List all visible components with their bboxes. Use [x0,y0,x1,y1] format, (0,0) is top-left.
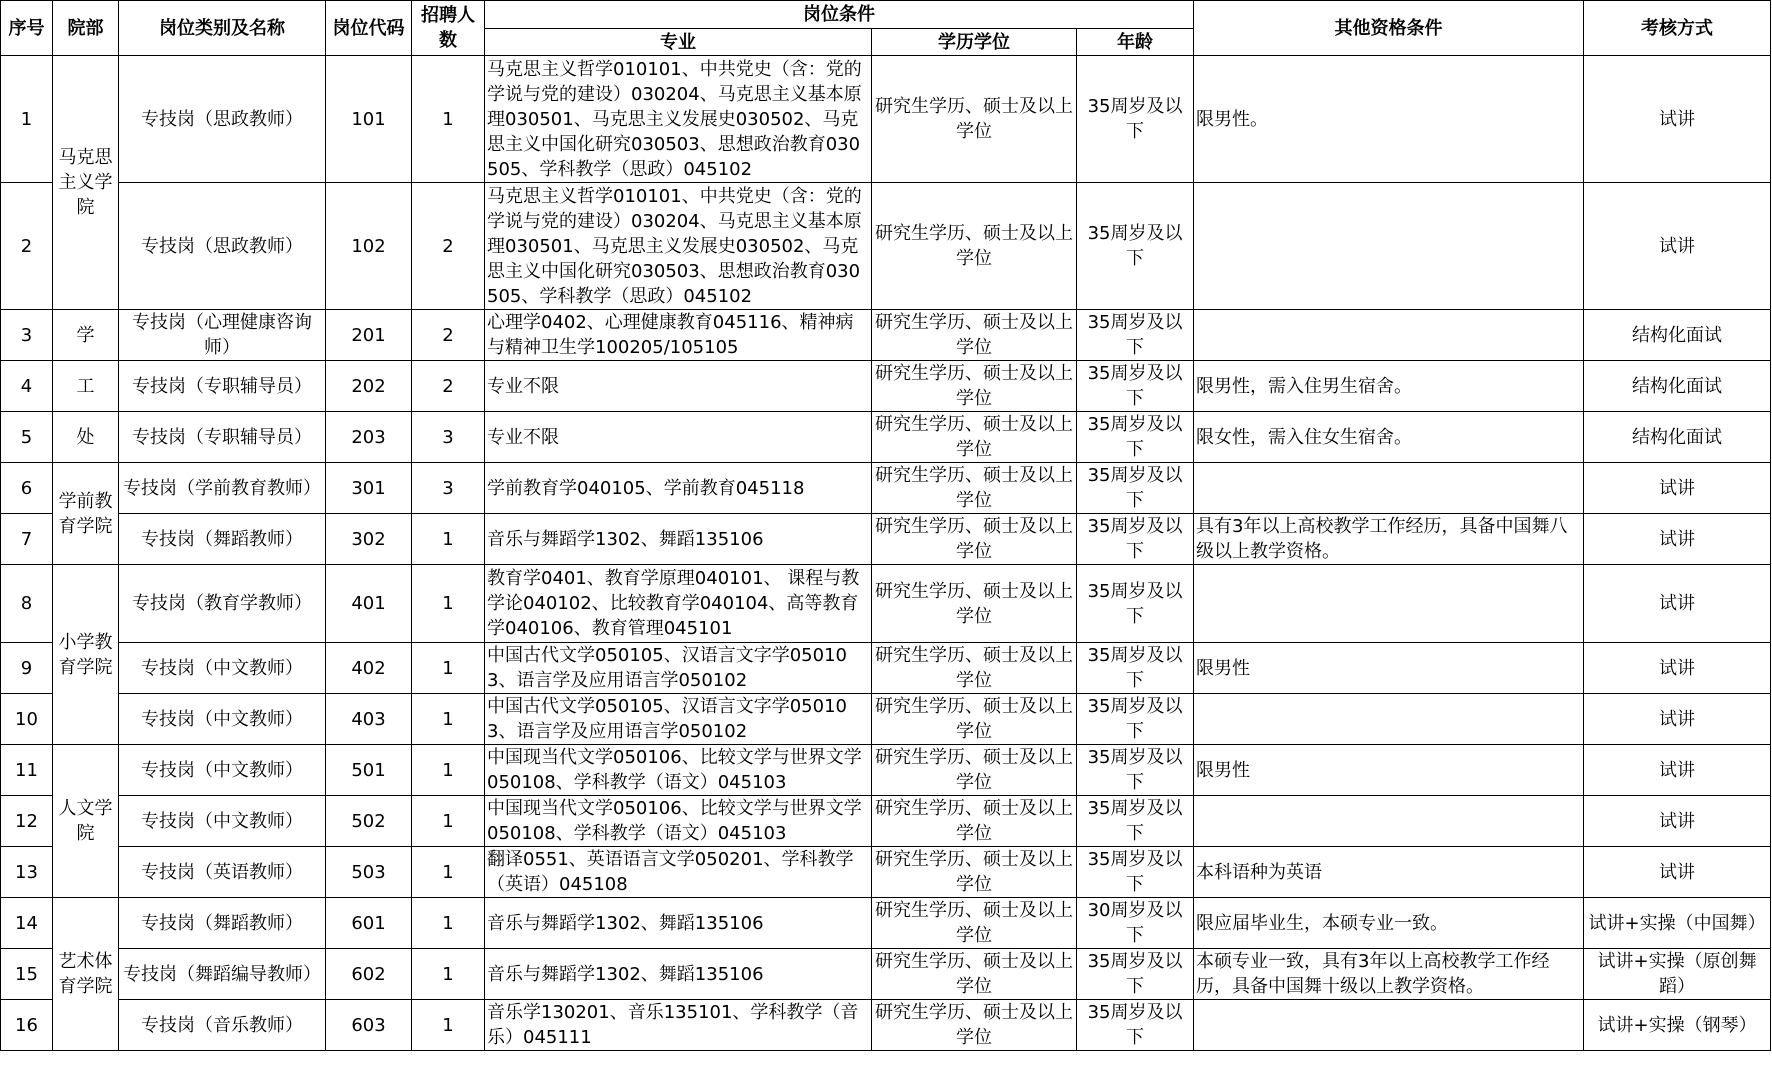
cell-post-code: 401 [326,565,412,643]
cell-exam: 结构化面试 [1584,310,1771,361]
table-row [1,694,1771,745]
header-dept: 院部 [53,1,119,56]
header-age: 年龄 [1077,29,1194,56]
cell-post-name: 专技岗（中文教师） [119,745,326,796]
table-row [1,412,1771,463]
cell-degree: 研究生学历、硕士及以上学位 [872,745,1077,796]
cell-other [1194,796,1584,847]
cell-seq: 7 [1,514,53,565]
header-recruit-count: 招聘人数 [412,1,485,56]
cell-other: 限男性 [1194,745,1584,796]
cell-post-name: 专技岗（教育学教师） [119,565,326,643]
cell-age: 35周岁及以下 [1077,183,1194,310]
cell-major: 中国现当代文学050106、比较文学与世界文学050108、学科教学（语文）045103 [485,745,872,796]
cell-age: 35周岁及以下 [1077,514,1194,565]
cell-seq: 3 [1,310,53,361]
header-post-code: 岗位代码 [326,1,412,56]
cell-seq: 14 [1,898,53,949]
cell-other: 本科语种为英语 [1194,847,1584,898]
cell-major: 马克思主义哲学010101、中共党史（含：党的学说与党的建设）030204、马克思主义基本原理030501、马克思主义发展史030502、马克思主义中国化研究030503、思想政治教育030505、学科教学（思政）045102 [485,56,872,183]
cell-post-name: 专技岗（舞蹈教师） [119,898,326,949]
cell-dept: 人文学院 [53,745,119,898]
cell-degree: 研究生学历、硕士及以上学位 [872,796,1077,847]
cell-major: 学前教育学040105、学前教育045118 [485,463,872,514]
cell-other [1194,1000,1584,1051]
cell-count: 2 [412,183,485,310]
cell-count: 1 [412,847,485,898]
cell-major: 音乐与舞蹈学1302、舞蹈135106 [485,514,872,565]
header-row-1 [1,1,1771,29]
cell-exam: 试讲 [1584,56,1771,183]
cell-count: 1 [412,1000,485,1051]
cell-post-code: 503 [326,847,412,898]
cell-post-code: 302 [326,514,412,565]
cell-exam: 结构化面试 [1584,412,1771,463]
cell-degree: 研究生学历、硕士及以上学位 [872,361,1077,412]
cell-age: 35周岁及以下 [1077,310,1194,361]
cell-other: 具有3年以上高校教学工作经历，具备中国舞八级以上教学资格。 [1194,514,1584,565]
cell-seq: 12 [1,796,53,847]
cell-count: 1 [412,796,485,847]
cell-exam: 试讲 [1584,463,1771,514]
cell-age: 35周岁及以下 [1077,694,1194,745]
cell-post-name: 专技岗（中文教师） [119,643,326,694]
cell-other [1194,310,1584,361]
header-seq: 序号 [1,1,53,56]
cell-post-code: 301 [326,463,412,514]
cell-exam: 试讲+实操（中国舞） [1584,898,1771,949]
table-row [1,56,1771,183]
cell-major: 音乐学130201、音乐135101、学科教学（音乐）045111 [485,1000,872,1051]
cell-dept: 艺术体育学院 [53,898,119,1051]
cell-count: 1 [412,949,485,1000]
cell-degree: 研究生学历、硕士及以上学位 [872,694,1077,745]
cell-count: 1 [412,898,485,949]
cell-exam: 试讲 [1584,745,1771,796]
cell-post-code: 602 [326,949,412,1000]
cell-post-code: 502 [326,796,412,847]
cell-dept: 学 [53,310,119,361]
cell-age: 35周岁及以下 [1077,412,1194,463]
cell-age: 35周岁及以下 [1077,949,1194,1000]
table-row [1,514,1771,565]
cell-exam: 试讲 [1584,565,1771,643]
cell-seq: 5 [1,412,53,463]
cell-exam: 试讲 [1584,694,1771,745]
cell-other [1194,463,1584,514]
table-row [1,898,1771,949]
cell-other [1194,565,1584,643]
cell-post-code: 101 [326,56,412,183]
cell-major: 中国现当代文学050106、比较文学与世界文学050108、学科教学（语文）045103 [485,796,872,847]
table-row [1,1000,1771,1051]
cell-major: 专业不限 [485,412,872,463]
cell-degree: 研究生学历、硕士及以上学位 [872,949,1077,1000]
cell-major: 马克思主义哲学010101、中共党史（含：党的学说与党的建设）030204、马克思主义基本原理030501、马克思主义发展史030502、马克思主义中国化研究030503、思想政治教育030505、学科教学（思政）045102 [485,183,872,310]
cell-degree: 研究生学历、硕士及以上学位 [872,643,1077,694]
header-degree: 学历学位 [872,29,1077,56]
cell-major: 翻译0551、英语语言文学050201、学科教学（英语）045108 [485,847,872,898]
cell-dept: 处 [53,412,119,463]
header-exam: 考核方式 [1584,1,1771,56]
cell-other: 限男性，需入住男生宿舍。 [1194,361,1584,412]
cell-degree: 研究生学历、硕士及以上学位 [872,412,1077,463]
cell-age: 35周岁及以下 [1077,56,1194,183]
cell-exam: 试讲 [1584,847,1771,898]
cell-seq: 9 [1,643,53,694]
cell-major: 教育学0401、教育学原理040101、 课程与教学论040102、比较教育学040104、高等教育学040106、教育管理045101 [485,565,872,643]
cell-other: 限应届毕业生，本硕专业一致。 [1194,898,1584,949]
header-conditions: 岗位条件 [485,1,1194,29]
table-row [1,463,1771,514]
cell-exam: 试讲 [1584,514,1771,565]
cell-post-code: 403 [326,694,412,745]
cell-post-name: 专技岗（专职辅导员） [119,361,326,412]
cell-seq: 11 [1,745,53,796]
cell-major: 专业不限 [485,361,872,412]
cell-seq: 6 [1,463,53,514]
cell-post-name: 专技岗（中文教师） [119,796,326,847]
cell-age: 35周岁及以下 [1077,745,1194,796]
cell-major: 音乐与舞蹈学1302、舞蹈135106 [485,898,872,949]
header-other: 其他资格条件 [1194,1,1584,56]
cell-major: 中国古代文学050105、汉语言文字学050103、语言学及应用语言学050102 [485,694,872,745]
cell-seq: 8 [1,565,53,643]
header-post-name: 岗位类别及名称 [119,1,326,56]
cell-seq: 15 [1,949,53,1000]
cell-post-name: 专技岗（英语教师） [119,847,326,898]
cell-count: 3 [412,412,485,463]
cell-age: 35周岁及以下 [1077,847,1194,898]
table-row [1,949,1771,1000]
cell-degree: 研究生学历、硕士及以上学位 [872,847,1077,898]
cell-major: 音乐与舞蹈学1302、舞蹈135106 [485,949,872,1000]
cell-post-code: 201 [326,310,412,361]
cell-count: 2 [412,310,485,361]
cell-post-name: 专技岗（舞蹈教师） [119,514,326,565]
cell-post-name: 专技岗（思政教师） [119,56,326,183]
cell-other: 限男性 [1194,643,1584,694]
table-row [1,310,1771,361]
cell-post-code: 601 [326,898,412,949]
cell-age: 35周岁及以下 [1077,643,1194,694]
cell-exam: 试讲 [1584,643,1771,694]
cell-post-name: 专技岗（心理健康咨询师） [119,310,326,361]
cell-other: 限男性。 [1194,56,1584,183]
cell-post-code: 402 [326,643,412,694]
cell-other [1194,694,1584,745]
cell-post-code: 202 [326,361,412,412]
cell-age: 35周岁及以下 [1077,565,1194,643]
cell-post-name: 专技岗（中文教师） [119,694,326,745]
cell-exam: 试讲 [1584,183,1771,310]
cell-post-name: 专技岗（音乐教师） [119,1000,326,1051]
cell-age: 35周岁及以下 [1077,463,1194,514]
cell-post-code: 203 [326,412,412,463]
cell-post-name: 专技岗（专职辅导员） [119,412,326,463]
cell-count: 1 [412,643,485,694]
cell-exam: 试讲 [1584,796,1771,847]
cell-age: 30周岁及以下 [1077,898,1194,949]
cell-count: 1 [412,745,485,796]
cell-count: 3 [412,463,485,514]
cell-post-code: 501 [326,745,412,796]
cell-exam: 试讲+实操（原创舞蹈） [1584,949,1771,1000]
cell-degree: 研究生学历、硕士及以上学位 [872,463,1077,514]
cell-seq: 13 [1,847,53,898]
cell-other: 本硕专业一致，具有3年以上高校教学工作经历，具备中国舞十级以上教学资格。 [1194,949,1584,1000]
table-row [1,745,1771,796]
cell-post-name: 专技岗（舞蹈编导教师） [119,949,326,1000]
cell-degree: 研究生学历、硕士及以上学位 [872,1000,1077,1051]
cell-age: 35周岁及以下 [1077,796,1194,847]
cell-count: 1 [412,514,485,565]
table-row [1,565,1771,643]
cell-degree: 研究生学历、硕士及以上学位 [872,898,1077,949]
cell-seq: 4 [1,361,53,412]
cell-age: 35周岁及以下 [1077,361,1194,412]
cell-exam: 结构化面试 [1584,361,1771,412]
cell-post-code: 603 [326,1000,412,1051]
cell-seq: 1 [1,56,53,183]
cell-dept: 马克思主义学院 [53,56,119,310]
cell-count: 1 [412,565,485,643]
cell-degree: 研究生学历、硕士及以上学位 [872,514,1077,565]
cell-dept: 学前教育学院 [53,463,119,565]
cell-degree: 研究生学历、硕士及以上学位 [872,56,1077,183]
cell-post-code: 102 [326,183,412,310]
cell-count: 2 [412,361,485,412]
cell-degree: 研究生学历、硕士及以上学位 [872,183,1077,310]
table-row [1,847,1771,898]
cell-post-name: 专技岗（思政教师） [119,183,326,310]
cell-exam: 试讲+实操（钢琴） [1584,1000,1771,1051]
cell-dept: 小学教育学院 [53,565,119,745]
cell-post-name: 专技岗（学前教育教师） [119,463,326,514]
cell-degree: 研究生学历、硕士及以上学位 [872,310,1077,361]
cell-count: 1 [412,56,485,183]
cell-dept: 工 [53,361,119,412]
cell-seq: 16 [1,1000,53,1051]
header-major: 专业 [485,29,872,56]
cell-major: 心理学0402、心理健康教育045116、精神病与精神卫生学100205/105105 [485,310,872,361]
cell-count: 1 [412,694,485,745]
cell-seq: 2 [1,183,53,310]
cell-other: 限女性，需入住女生宿舍。 [1194,412,1584,463]
cell-degree: 研究生学历、硕士及以上学位 [872,565,1077,643]
cell-seq: 10 [1,694,53,745]
cell-other [1194,183,1584,310]
table-row [1,643,1771,694]
cell-major: 中国古代文学050105、汉语言文字学050103、语言学及应用语言学050102 [485,643,872,694]
cell-age: 35周岁及以下 [1077,1000,1194,1051]
table-row [1,796,1771,847]
table-row [1,183,1771,310]
table-row [1,361,1771,412]
